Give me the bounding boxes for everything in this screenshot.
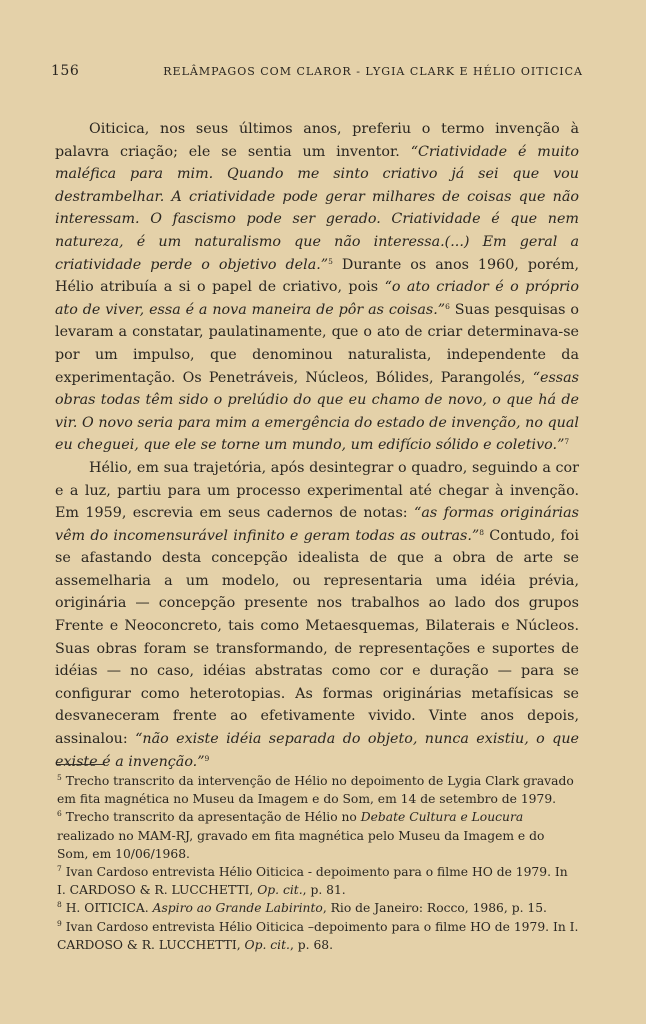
footnote-number: 9 xyxy=(57,918,62,928)
footnote-number: 5 xyxy=(57,773,62,782)
quote: “não existe idéia separada do objeto, nunca existiu, o que existe é a invenção.” xyxy=(55,731,579,770)
footnote-citation: Op. cit. xyxy=(257,883,303,898)
text-span: Contudo, foi se afastando desta concepção idealista de que a obra de arte se assemelharia a um modelo, ou representaria uma idéia prévia, originária — concepção presente nos trabalhos ao lado dos grupos Frente e Neoconcreto, tais como Metaesquemas, Bilaterais e Núcleos. Suas obras foram se transformando, de representações e suportes de idéias — no caso, idéias abstratas como cor e duração — para se configurar como heterotopias. As formas originárias metafísicas se desvaneceram frente ao efetivamente vivido. Vinte anos depois, assinalou: xyxy=(55,527,579,748)
paragraph-2 xyxy=(55,457,579,773)
footnote-title: Aspiro ao Grande Labirinto xyxy=(152,901,323,916)
footnote-number: 7 xyxy=(57,864,62,874)
footnote-text: , p. 81. xyxy=(302,883,346,898)
footnote-6 xyxy=(57,808,579,863)
quote: “as formas originárias vêm do incomensurável infinito e geram todas as outras.” xyxy=(55,505,579,544)
footnote-text: Ivan Cardoso entrevista Hélio Oiticica - depoimento para o filme HO de 1979. In I. CARDOSO & R. LUCCHETTI, xyxy=(57,865,568,898)
text-span: Hélio, em sua trajetória, após desintegrar o quadro, seguindo a cor e a luz, partiu para um processo experimental até chegar à invenção. Em 1959, escrevia em seus cadernos de notas: xyxy=(55,459,579,522)
text-span: Durante os anos 1960, porém, Hélio atribuía a si o papel de criativo, pois xyxy=(55,256,579,296)
footnote-5 xyxy=(57,772,579,808)
footnote-title: Debate Cultura e Loucura xyxy=(360,810,524,825)
footnote-number: 6 xyxy=(57,809,62,819)
footnote-text: Trecho transcrito da apresentação de Hélio no xyxy=(61,810,361,825)
footnote-8 xyxy=(57,899,579,917)
footnote-text: H. OITICICA. xyxy=(61,901,153,916)
footnote-ref-8[interactable]: 8 xyxy=(479,527,485,537)
footnote-ref-6[interactable]: 6 xyxy=(445,301,450,311)
quote: “o ato criador é o próprio ato de viver, essa é a nova maneira de pôr as coisas.” xyxy=(55,279,579,318)
running-head: RELÂMPAGOS COM CLAROR - LYGIA CLARK E HÉLIO OITICICA xyxy=(163,65,583,78)
page-number: 156 xyxy=(51,63,80,79)
footnote-number: 8 xyxy=(57,900,62,910)
footnote-text: , p. 68. xyxy=(289,937,334,952)
footnote-7 xyxy=(57,863,579,899)
footnote-text: Ivan Cardoso entrevista Hélio Oiticica –depoimento para o filme HO de 1979. In I. CARDOSO & R. LUCCHETTI, xyxy=(57,919,579,952)
text-span: Suas pesquisas o levaram a constatar, paulatinamente, que o ato de criar determinava-se por um impulso, que denominou naturalista, independente da experimentação. Os Penetráveis, Núcleos, Bólides, Parangolés, xyxy=(55,301,579,386)
page-header xyxy=(51,63,583,81)
footnote-9 xyxy=(57,918,579,954)
footnote-ref-7[interactable]: 7 xyxy=(564,437,570,447)
footnotes xyxy=(57,772,579,954)
text-span: Oiticica, nos seus últimos anos, preferiu o termo invenção à palavra criação; ele se sentia um inventor. xyxy=(55,121,579,160)
footnote-text: realizado no MAM-RJ, gravado em fita magnética pelo Museu da Imagem e do Som, em 10/06/1968. xyxy=(57,828,545,861)
quote: “essas obras todas têm sido o prelúdio do que eu chamo de novo, o que há de vir. O novo seria para mim a emergência do estado de invenção, no qual eu cheguei, que ele se torne um mundo, um edifício sólido e coletivo.” xyxy=(55,369,579,454)
footnote-text: , Rio de Janeiro: Rocco, 1986, p. 15. xyxy=(322,901,547,916)
footnote-ref-5[interactable]: 5 xyxy=(328,256,333,266)
footnote-divider xyxy=(57,764,105,765)
quote: “Criatividade é muito maléfica para mim. Quando me sinto criativo já sei que vou destrambelhar. A criatividade pode gerar milhares de coisas que não interessam. O fascismo pode ser gerado. Criatividade é que nem natureza, é um naturalismo que não interessa.(...) Em geral a criatividade perde o objetivo dela.” xyxy=(55,143,579,273)
body-text xyxy=(55,118,579,773)
footnote-text: Trecho transcrito da intervenção de Hélio no depoimento de Lygia Clark gravado em fita magnética no Museu da Imagem e do Som, em 14 de setembro de 1979. xyxy=(57,774,574,807)
footnote-citation: Op. cit. xyxy=(244,937,290,952)
paragraph-1 xyxy=(55,118,579,457)
footnote-ref-9[interactable]: 9 xyxy=(204,753,210,763)
